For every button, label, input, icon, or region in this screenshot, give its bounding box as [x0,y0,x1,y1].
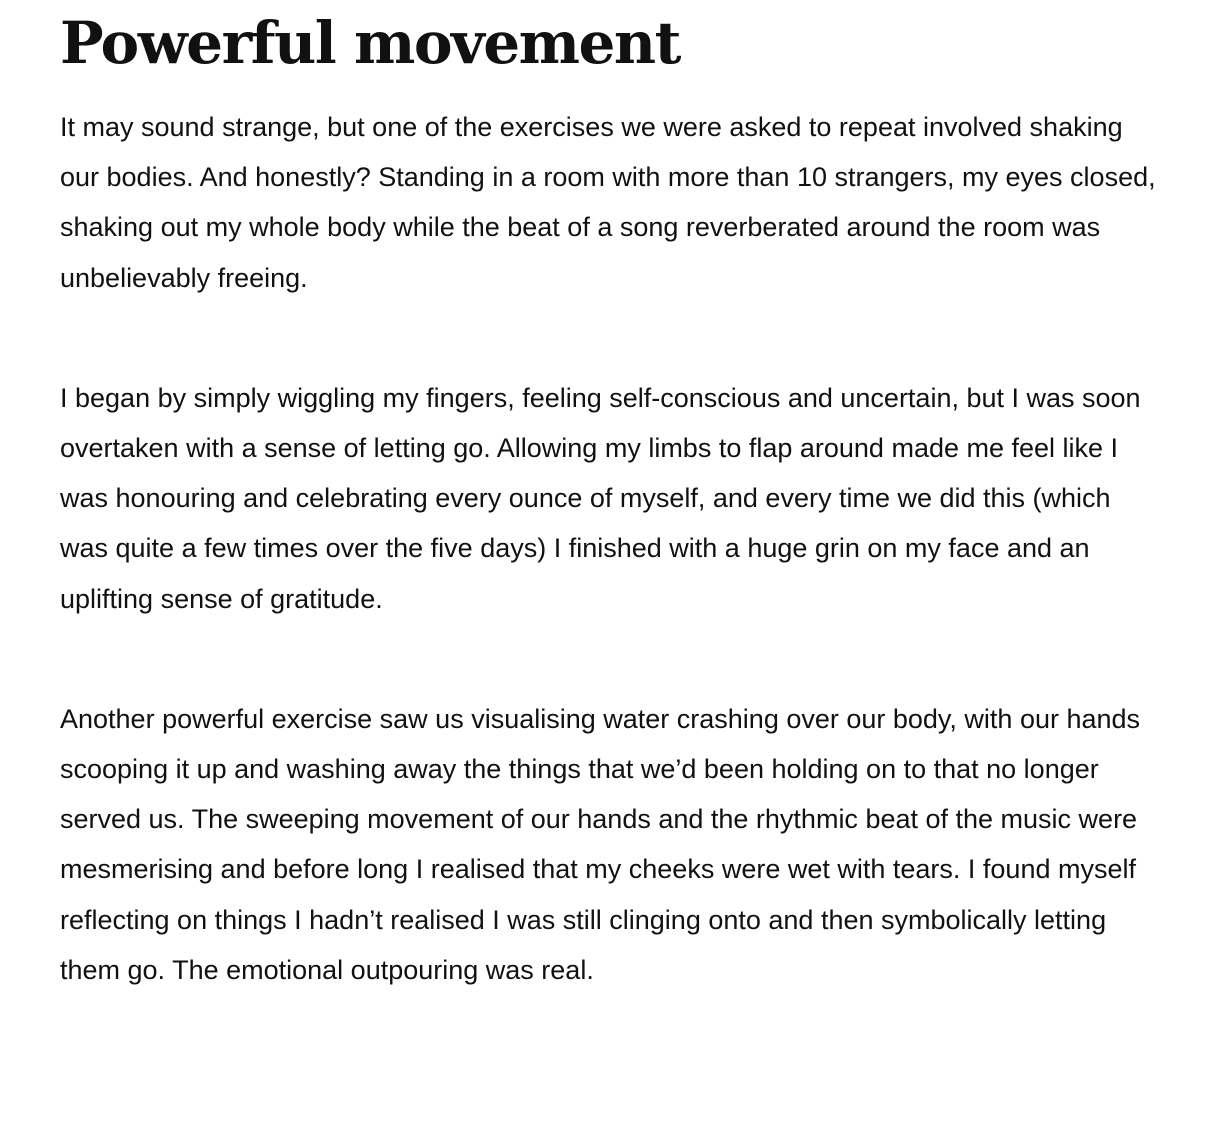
section-heading: Powerful movement [60,9,680,77]
paragraph-1: It may sound strange, but one of the exercises we were asked to repeat involved shaking our bodies. And honestly? Standing in a room with more than 10 strangers, my eyes closed, shaking out my whole body while the beat of a song reverberated around the room was unbelievably freeing. [60,112,1156,293]
paragraph-3: Another powerful exercise saw us visualising water crashing over our body, with our hands scooping it up and washing away the things that we’d been holding on to that no longer served us. The sweeping movement of our hands and the rhythmic beat of the music were mesmerising and before long I realised that my cheeks were wet with tears. I found myself reflecting on things I hadn’t realised I was still clinging onto and then symbolically letting them go. The emotional outpouring was real. [60,703,1141,985]
paragraph-2: I began by simply wiggling my fingers, feeling self-conscious and uncertain, but I was soon overtaken with a sense of letting go. Allowing my limbs to flap around made me feel like I was honouring and celebrating every ounce of myself, and every time we did this (which was quite a few times over the five days) I finished with a huge grin on my face and an uplifting sense of gratitude. [60,382,1141,614]
article [60,0,1160,995]
article-body [60,102,1160,995]
